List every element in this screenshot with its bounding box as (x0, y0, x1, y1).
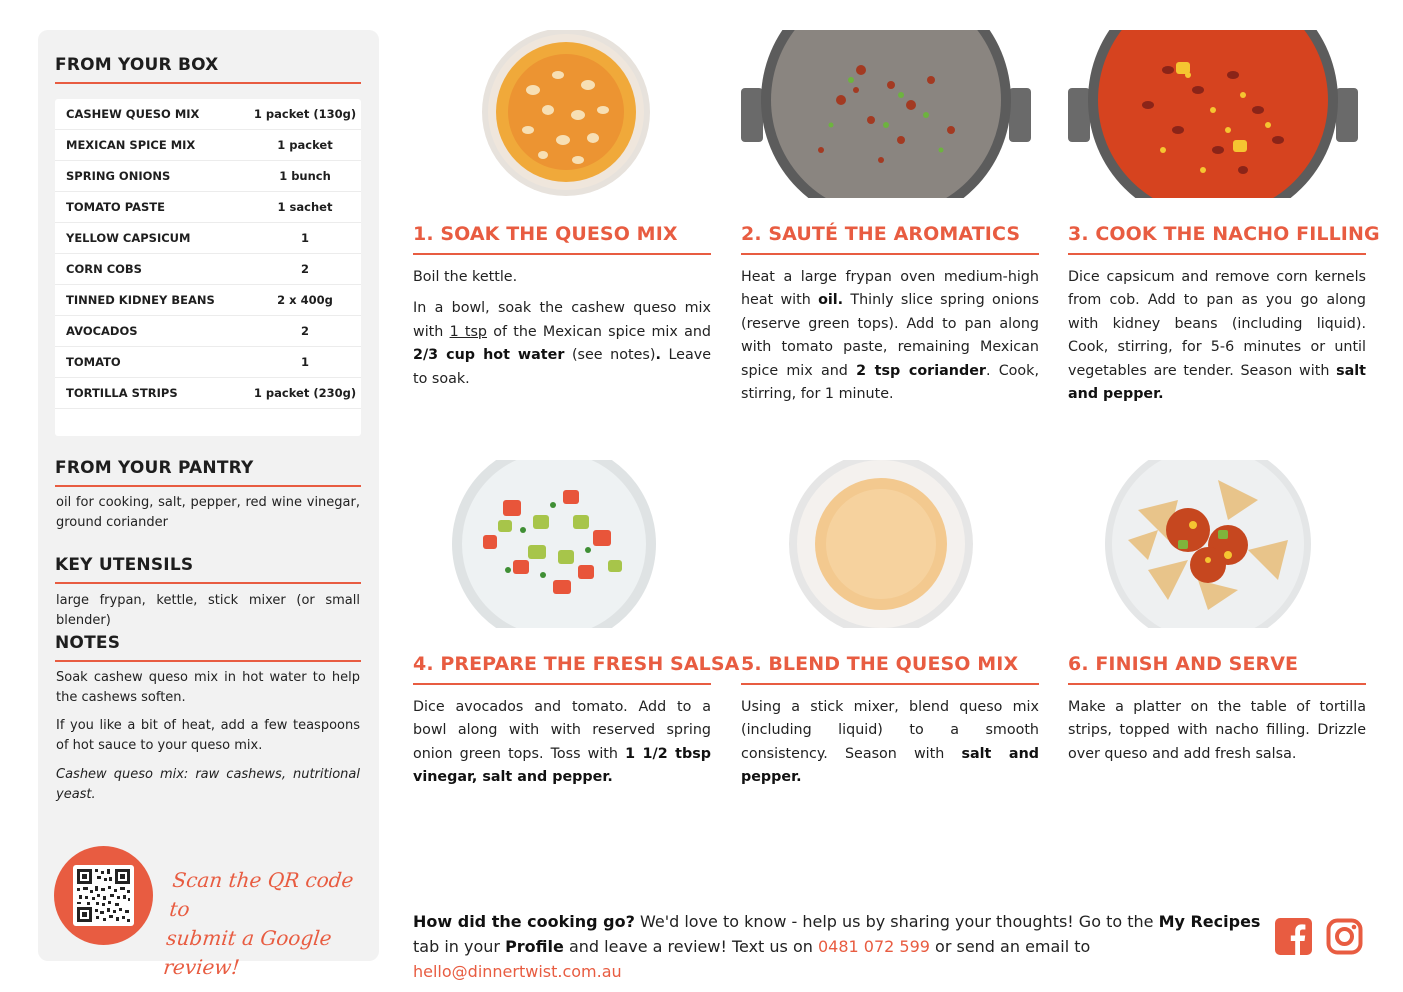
table-row (55, 254, 361, 285)
step-3-title: 3. COOK THE NACHO FILLING (1068, 223, 1380, 245)
table-row (55, 347, 361, 378)
box-heading: FROM YOUR BOX (55, 55, 219, 75)
step-2-body (741, 266, 1039, 414)
step-5-body (741, 696, 1039, 798)
step-2-title: 2. SAUTÉ THE AROMATICS (741, 223, 1021, 245)
step-3-image (1068, 30, 1366, 198)
review-prompt: How did the cooking go? We'd love to know - help us by sharing your thoughts! Go to the My Recipes tab in your Profile and leave a review! Text us on 0481 072 599 or send an email to hello@dinnertwist.com.au (413, 912, 1261, 981)
table-row (55, 223, 361, 254)
ingredient-name: SPRING ONIONS (66, 169, 171, 183)
table-row (55, 285, 361, 316)
step-4-body (413, 696, 711, 798)
note-item: If you like a bit of heat, add a few teaspoons of hot sauce to your queso mix. (56, 718, 360, 753)
step-2-paragraph: Heat a large frypan oven medium-high heat with oil. Thinly slice spring onions (reserve green tops). Add to pan along with tomato paste, remaining Mexican spice mix and 2 tsp coriander. Cook, stirring, for 1 minute. (741, 269, 1039, 403)
ingredient-name: TORTILLA STRIPS (66, 386, 178, 400)
ingredient-name: TOMATO (66, 355, 121, 369)
step-5-rule (741, 683, 1039, 685)
email-link[interactable]: hello@dinnertwist.com.au (413, 962, 622, 981)
notes-heading: NOTES (55, 633, 121, 653)
step-6-title: 6. FINISH AND SERVE (1068, 653, 1299, 675)
ingredient-name: TOMATO PASTE (66, 200, 165, 214)
step-1-image (413, 30, 711, 198)
ingredient-name: CORN COBS (66, 262, 142, 276)
ingredient-qty: 1 (300, 355, 309, 369)
instagram-icon[interactable] (1326, 918, 1363, 955)
step-6-paragraph: Make a platter on the table of tortilla strips, topped with nacho filling. Drizzle over queso and add fresh salsa. (1068, 699, 1366, 762)
ingredient-qty: 2 (300, 262, 309, 276)
note-item: Cashew queso mix: raw cashews, nutritional yeast. (56, 767, 360, 802)
ingredient-qty: 1 sachet (277, 200, 333, 214)
ingredient-name: YELLOW CAPSICUM (66, 231, 191, 245)
table-row (55, 316, 361, 347)
step-2-image (741, 30, 1039, 198)
utensils-heading: KEY UTENSILS (55, 555, 194, 575)
table-row (55, 378, 361, 409)
box-heading-rule (55, 82, 361, 84)
note-item: Soak cashew queso mix in hot water to help the cashews soften. (56, 670, 360, 705)
qr-caption (162, 866, 374, 982)
step-3-paragraph: Dice capsicum and remove corn kernels from cob. Add to pan as you go along with kidney beans (including liquid). Cook, stirring, for 5-6 minutes or until vegetables are tender. Season with salt and pepper. (1068, 269, 1366, 403)
step-4-rule (413, 683, 711, 685)
step-1-title: 1. SOAK THE QUESO MIX (413, 223, 678, 245)
pantry-heading: FROM YOUR PANTRY (55, 458, 254, 478)
step-4-title: 4. PREPARE THE FRESH SALSA (413, 653, 740, 675)
step-1-body (413, 266, 711, 399)
step-4-paragraph: Dice avocados and tomato. Add to a bowl along with with reserved spring onion green tops. Toss with 1 1/2 tbsp vinegar, salt and pepper. (413, 699, 711, 786)
step-2-rule (741, 253, 1039, 255)
facebook-icon[interactable] (1275, 918, 1312, 955)
step-6-image (1068, 460, 1366, 628)
step-5-title: 5. BLEND THE QUESO MIX (741, 653, 1019, 675)
step-1-paragraph: Boil the kettle. (413, 269, 518, 285)
utensils-heading-rule (55, 582, 361, 584)
ingredient-qty: 1 packet (230g) (253, 386, 357, 400)
pantry-heading-rule (55, 485, 361, 487)
step-3-body (1068, 266, 1366, 414)
utensils-text: large frypan, kettle, stick mixer (or small blender) (56, 593, 360, 628)
step-4-image (413, 460, 711, 628)
table-row (55, 130, 361, 161)
table-row (55, 99, 361, 130)
step-5-paragraph: Using a stick mixer, blend queso mix (including liquid) to a smooth consistency. Season with salt and pepper. (741, 699, 1039, 786)
ingredient-name: CASHEW QUESO MIX (66, 107, 200, 121)
qr-caption-line: Scan the QR code to (168, 868, 355, 921)
step-1-paragraph: In a bowl, soak the cashew queso mix with 1 tsp of the Mexican spice mix and 2/3 cup hot water (see notes). Leave to soak. (413, 300, 711, 387)
phone-link[interactable]: 0481 072 599 (817, 937, 930, 956)
ingredient-qty: 2 x 400g (277, 293, 333, 307)
table-row (55, 161, 361, 192)
step-6-rule (1068, 683, 1366, 685)
table-row (55, 192, 361, 223)
step-5-image (741, 460, 1039, 628)
notes-heading-rule (55, 660, 361, 662)
step-3-rule (1068, 253, 1366, 255)
qr-caption-line: submit a Google review! (162, 926, 333, 979)
step-1-rule (413, 253, 711, 255)
ingredient-name: AVOCADOS (66, 324, 138, 338)
ingredient-qty: 2 (300, 324, 309, 338)
qr-code-icon (73, 865, 134, 926)
ingredient-name: MEXICAN SPICE MIX (66, 138, 196, 152)
ingredient-qty: 1 bunch (279, 169, 331, 183)
step-6-body (1068, 696, 1366, 774)
qr-badge[interactable] (54, 846, 153, 945)
sidebar (38, 30, 379, 979)
ingredients-table (55, 99, 361, 436)
pantry-text: oil for cooking, salt, pepper, red wine vinegar, ground coriander (56, 495, 360, 530)
ingredient-name: TINNED KIDNEY BEANS (66, 293, 215, 307)
ingredient-qty: 1 (300, 231, 309, 245)
ingredient-qty: 1 packet (130g) (253, 107, 357, 121)
ingredient-qty: 1 packet (277, 138, 333, 152)
